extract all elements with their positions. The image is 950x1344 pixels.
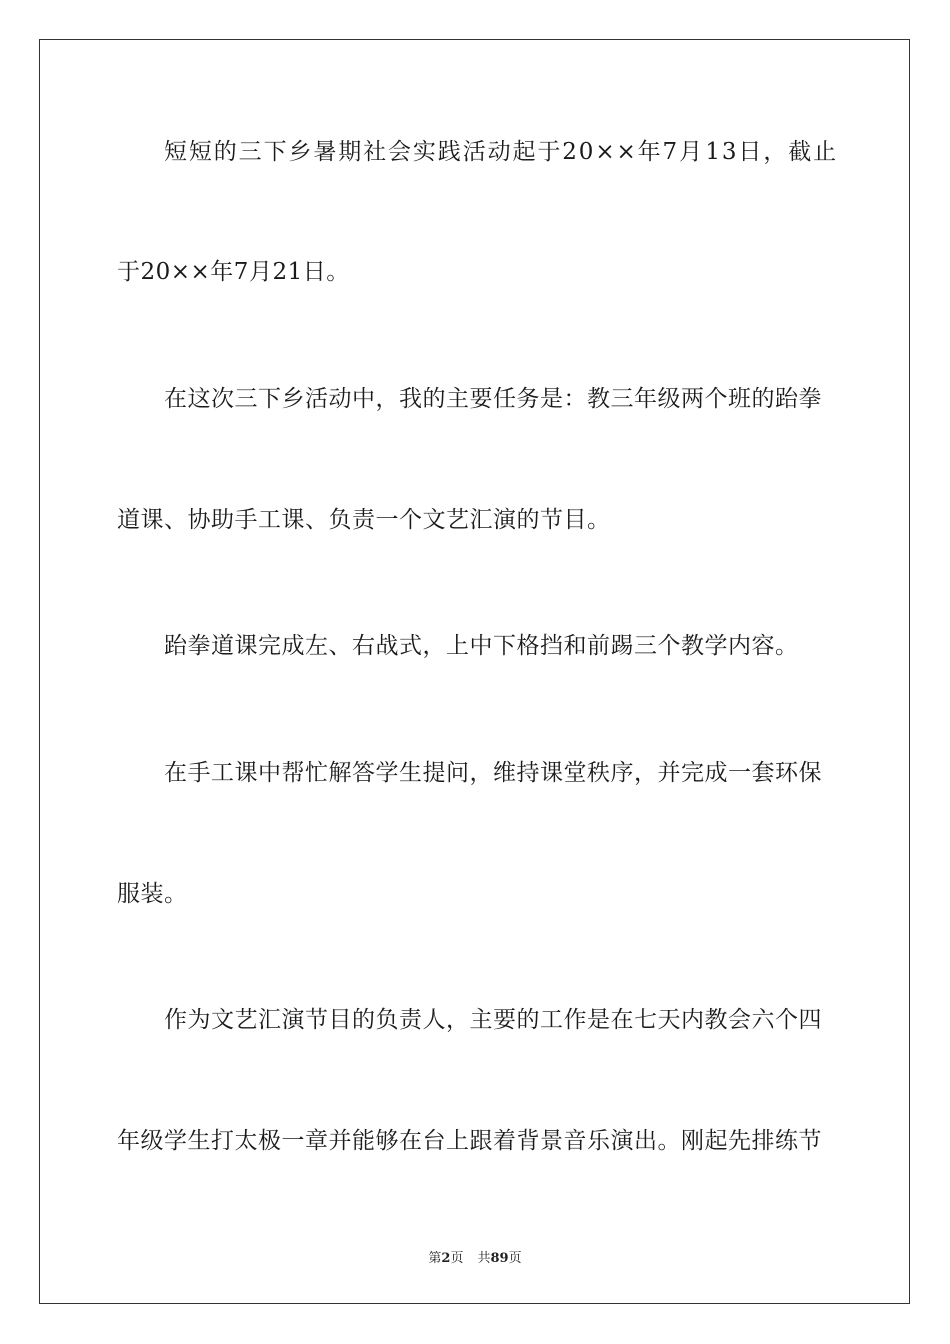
paragraph-2-line-1: 在这次三下乡活动中，我的主要任务是：教三年级两个班的跆拳 — [164, 386, 822, 412]
paragraph-3-line-1: 跆拳道课完成左、右战式，上中下格挡和前踢三个教学内容。 — [164, 633, 799, 659]
paragraph-4-line-2: 服装。 — [117, 881, 188, 907]
footer-total-prefix: 共 — [477, 1251, 491, 1266]
paragraph-5-line-2: 年级学生打太极一章并能够在台上跟着背景音乐演出。刚起先排练节 — [117, 1128, 822, 1154]
footer-page-number: 2 — [441, 1251, 451, 1266]
paragraph-1-line-2: 于20××年7月21日。 — [117, 259, 350, 285]
footer-page-prefix: 第 — [428, 1251, 442, 1266]
footer-total-pages: 89 — [490, 1251, 509, 1266]
paragraph-5-line-1: 作为文艺汇演节目的负责人，主要的工作是在七天内教会六个四 — [164, 1007, 822, 1033]
paragraph-2-line-2: 道课、协助手工课、负责一个文艺汇演的节目。 — [117, 507, 611, 533]
page-footer — [0, 1247, 950, 1266]
paragraph-1-line-1: 短 短 的 三 下 乡 暑 期 社 会 实 践 活 动 起 于 2 0 × × 年 7 月 1 3 日 ， 截 止 — [164, 139, 837, 165]
footer-page-suffix: 页 — [450, 1251, 464, 1266]
page-border — [39, 39, 910, 1304]
footer-total-suffix: 页 — [508, 1251, 522, 1266]
paragraph-4-line-1: 在手工课中帮忙解答学生提问，维持课堂秩序，并完成一套环保 — [164, 760, 822, 786]
